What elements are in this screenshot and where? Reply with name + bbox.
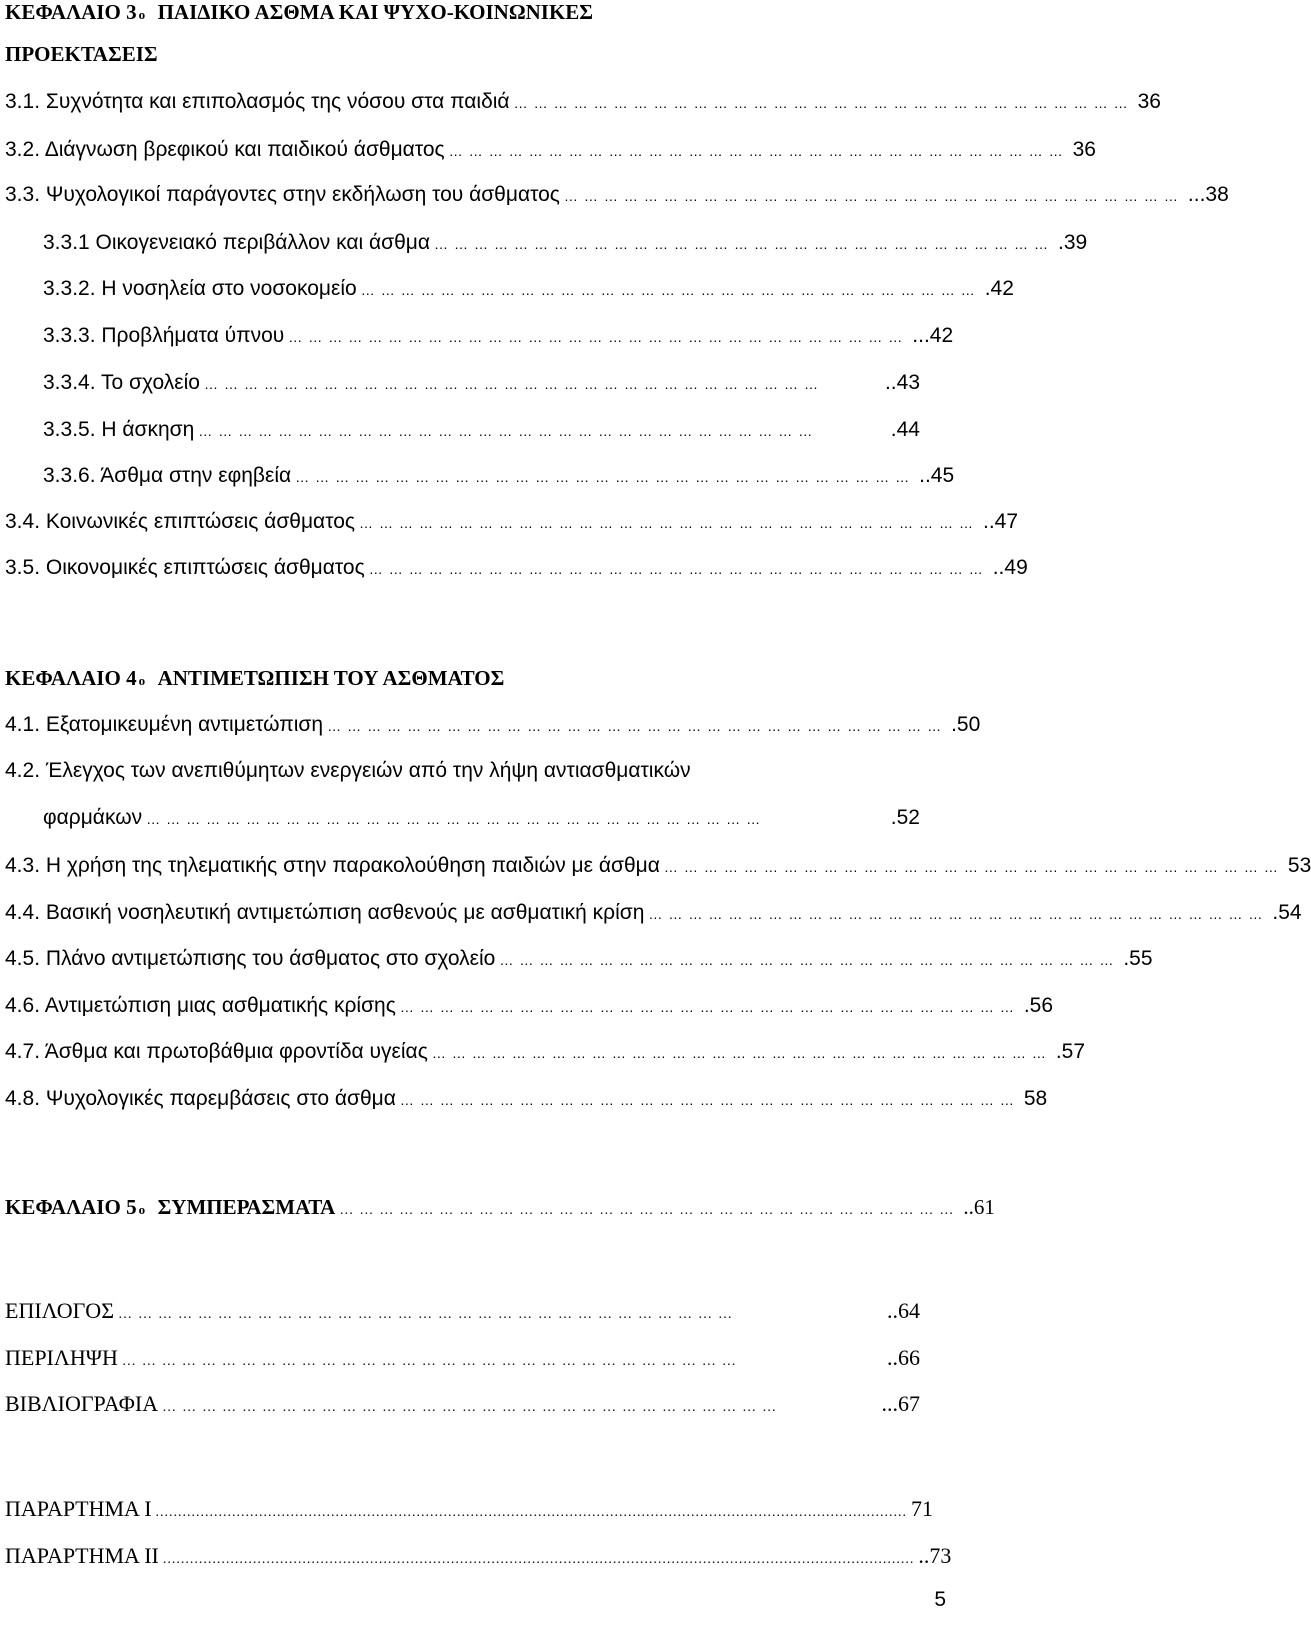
toc-entry-label: 3.3.3. Προβλήματα ύπνου <box>43 324 285 347</box>
toc-entry-parartima-1[interactable] <box>5 1495 934 1527</box>
toc-entry-page: 58 <box>1023 1087 1048 1110</box>
dot-leader: ………………………………………………………………………………… <box>162 1400 783 1415</box>
toc-entry-label: 3.2. Διάγνωση βρεφικού και παιδικού άσθματος <box>5 138 445 161</box>
toc-entry-page: .39 <box>1058 231 1088 254</box>
toc-entry-page: 36 <box>1137 90 1161 113</box>
toc-entry-label: 3.3. Ψυχολογικοί παράγοντες στην εκδήλωση του άσθματος <box>5 183 560 206</box>
toc-entry-label: 4.8. Ψυχολογικές παρεμβάσεις στο άσθμα <box>5 1087 396 1110</box>
dot-leader: ………………………………………………………………………………… <box>327 718 948 734</box>
toc-entry-4-2-cont[interactable] <box>43 804 920 833</box>
toc-entry-page: .44 <box>890 418 920 441</box>
dot-leader: ………………………………………………………………………………… <box>198 423 819 439</box>
toc-entry-label: 3.3.1 Οικογενειακό περιβάλλον και άσθμα <box>43 231 431 254</box>
dot-leader: ………………………………………………………………………………… <box>295 469 916 485</box>
toc-entry-4-2[interactable] <box>5 757 691 785</box>
dot-leader: ………………………………………………………………………………… <box>431 1045 1052 1061</box>
toc-entry-page: .55 <box>1123 947 1153 970</box>
toc-entry-label: 3.1. Συχνότητα και επιπολασμός της νόσου στα παιδιά <box>5 90 510 113</box>
toc-entry-4-1[interactable] <box>5 711 981 740</box>
chapter3-heading-text: ΚΕΦΑΛΑΙΟ 3 <box>5 0 137 24</box>
toc-entry-4-8[interactable] <box>5 1085 1048 1114</box>
chapter3-title-cont: ΠΡΟΕΚΤΑΣΕΙΣ <box>5 42 158 66</box>
toc-entry-page: ..64 <box>887 1298 920 1323</box>
chapter3-heading: ΚΕΦΑΛΑΙΟ 3 ο ΠΑΙΔΙΚΟ ΑΣΘΜΑ ΚΑΙ ΨΥΧΟ-ΚΟΙΝΩΝΙΚΕΣ <box>5 0 594 24</box>
toc-entry-label: ΠΕΡΙΛΗΨΗ <box>5 1345 118 1370</box>
toc-entry-label: 3.5. Οικονομικές επιπτώσεις άσθματος <box>5 556 365 579</box>
dot-leader: ………………………………………………………………………………… <box>434 236 1055 252</box>
toc-entry-label: 3.3.2. Η νοσηλεία στο νοσοκομείο <box>43 277 357 300</box>
toc-entry-page: ..47 <box>983 510 1019 533</box>
toc-entry-label: 4.3. Η χρήση της τηλεματικής στην παρακολούθηση παιδιών με άσθμα <box>5 854 660 877</box>
toc-entry-4-5[interactable] <box>5 945 1153 974</box>
toc-entry-3-1[interactable] <box>5 88 1161 117</box>
toc-entry-label: 4.1. Εξατομικευμένη αντιμετώπιση <box>5 713 324 736</box>
chapter5-heading-text: ΚΕΦΑΛΑΙΟ 5 <box>5 1195 137 1219</box>
dot-leader: ....................................................................................................................................................................... <box>155 1505 908 1520</box>
toc-entry-label: 4.5. Πλάνο αντιμετώπισης του άσθματος στο σχολείο <box>5 947 496 970</box>
dot-leader: ………………………………………………………………………………… <box>368 561 989 577</box>
toc-entry-page: ..49 <box>992 556 1028 579</box>
toc-entry-page: .56 <box>1023 994 1054 1017</box>
toc-entry-page: .57 <box>1055 1040 1086 1063</box>
toc-entry-label: 4.4. Βασική νοσηλευτική αντιμετώπιση ασθενούς με ασθματική κρίση <box>5 901 645 924</box>
chapter3-heading-line2 <box>5 40 158 68</box>
dot-leader: ………………………………………………………………………………… <box>203 376 824 392</box>
toc-entry-page: ..45 <box>919 464 955 487</box>
toc-entry-page: ..66 <box>887 1345 920 1370</box>
toc-entry-3-3[interactable] <box>5 181 1229 210</box>
toc-entry-4-7[interactable] <box>5 1038 1086 1067</box>
toc-entry-page: 71 <box>911 1496 934 1521</box>
toc-entry-page: ..43 <box>884 371 920 394</box>
dot-leader: ………………………………………………………………………………… <box>118 1307 739 1322</box>
toc-entry-page: .52 <box>890 806 920 829</box>
toc-entry-label: ΠΑΡΑΡΤΗΜΑ Ι <box>5 1496 152 1521</box>
toc-entry-page: ...67 <box>881 1391 920 1416</box>
toc-entry-3-3-5[interactable] <box>43 416 920 445</box>
toc-entry-page: ...38 <box>1187 183 1229 206</box>
dot-leader: ………………………………………………………………………………… <box>288 329 909 345</box>
toc-entry-label: 3.3.5. Η άσκηση <box>43 418 195 441</box>
toc-entry-page: ...42 <box>912 324 954 347</box>
dot-leader: ………………………………………………………………………………… <box>339 1203 960 1218</box>
dot-leader: ………………………………………………………………………………… <box>513 95 1134 111</box>
toc-entry-3-3-3[interactable] <box>43 322 954 351</box>
toc-entry-3-3-2[interactable] <box>43 275 1014 304</box>
toc-entry-epilogos[interactable] <box>5 1297 920 1329</box>
dot-leader: ………………………………………………………………………………… <box>359 515 979 531</box>
dot-leader: ………………………………………………………………………………… <box>663 859 1284 875</box>
toc-entry-label: 4.2. Έλεγχος των ανεπιθύμητων ενεργειών από την λήψη αντιασθματικών <box>5 759 691 782</box>
toc-entry-label: φαρμάκων <box>43 806 143 829</box>
toc-entry-label: ΕΠΙΛΟΓΟΣ <box>5 1298 115 1323</box>
chapter4-heading: ΚΕΦΑΛΑΙΟ 4 ο ΑΝΤΙΜΕΤΩΠΙΣΗ ΤΟΥ ΑΣΘΜΑΤΟΣ <box>5 666 505 690</box>
dot-leader: ………………………………………………………………………………… <box>146 811 767 827</box>
toc-entry-3-5[interactable] <box>5 554 1028 583</box>
dot-leader: ………………………………………………………………………………… <box>121 1354 742 1369</box>
chapter3-title: ΠΑΙΔΙΚΟ ΑΣΘΜΑ ΚΑΙ ΨΥΧΟ-ΚΟΙΝΩΝΙΚΕΣ <box>157 0 594 24</box>
toc-entry-page: .50 <box>951 713 981 736</box>
toc-entry-page: ..61 <box>963 1195 995 1219</box>
dot-leader: ………………………………………………………………………………… <box>563 188 1184 204</box>
toc-entry-perilipsi[interactable] <box>5 1344 920 1376</box>
toc-entry-label: 3.3.6. Άσθμα στην εφηβεία <box>43 464 292 487</box>
chapter5-heading[interactable]: ΚΕΦΑΛΑΙΟ 5 ο ΣΥΜΠΕΡΑΣΜΑΤΑ ………………………………………………………………………………… ..61 <box>5 1193 920 1225</box>
toc-entry-label: 4.6. Αντιμετώπιση μιας ασθματικής κρίσης <box>5 994 396 1017</box>
toc-entry-page: .54 <box>1272 901 1302 924</box>
page-number: 5 <box>934 1588 946 1611</box>
toc-entry-page: 53 <box>1287 854 1311 877</box>
dot-leader: ………………………………………………………………………………… <box>499 952 1120 968</box>
chapter4-heading-text: ΚΕΦΑΛΑΙΟ 4 <box>5 666 137 690</box>
toc-entry-label: ΒΙΒΛΙΟΓΡΑΦΙΑ <box>5 1391 159 1416</box>
toc-entry-page: ..73 <box>918 1543 952 1568</box>
toc-entry-3-4[interactable] <box>5 508 1019 537</box>
toc-entry-3-2[interactable] <box>5 136 1096 165</box>
toc-entry-label: 3.4. Κοινωνικές επιπτώσεις άσθματος <box>5 510 355 533</box>
toc-entry-4-4[interactable] <box>5 899 1302 928</box>
toc-entry-label: 3.3.4. Το σχολείο <box>43 371 200 394</box>
chapter4-title: ΑΝΤΙΜΕΤΩΠΙΣΗ ΤΟΥ ΑΣΘΜΑΤΟΣ <box>157 666 505 690</box>
dot-leader: ....................................................................................................................................................................... <box>162 1552 915 1567</box>
toc-entry-page: .42 <box>984 277 1014 300</box>
toc-entry-label: 4.7. Άσθμα και πρωτοβάθμια φροντίδα υγείας <box>5 1040 428 1063</box>
dot-leader: ………………………………………………………………………………… <box>448 143 1069 159</box>
dot-leader: ………………………………………………………………………………… <box>399 1092 1020 1108</box>
toc-entry-page: 36 <box>1072 138 1096 161</box>
toc-entry-parartima-2[interactable] <box>5 1542 952 1574</box>
toc-entry-4-6[interactable] <box>5 992 1054 1021</box>
toc-entry-3-3-6[interactable] <box>43 462 955 491</box>
chapter5-title: ΣΥΜΠΕΡΑΣΜΑΤΑ <box>157 1195 336 1219</box>
toc-entry-4-3[interactable] <box>5 852 1311 881</box>
dot-leader: ………………………………………………………………………………… <box>648 906 1269 922</box>
toc-entry-3-3-1[interactable] <box>43 229 1088 258</box>
toc-entry-3-3-4[interactable] <box>43 369 920 398</box>
dot-leader: ………………………………………………………………………………… <box>360 282 981 298</box>
dot-leader: ………………………………………………………………………………… <box>399 999 1020 1015</box>
toc-entry-bibliografia[interactable] <box>5 1390 920 1422</box>
toc-entry-label: ΠΑΡΑΡΤΗΜΑ ΙΙ <box>5 1543 159 1568</box>
